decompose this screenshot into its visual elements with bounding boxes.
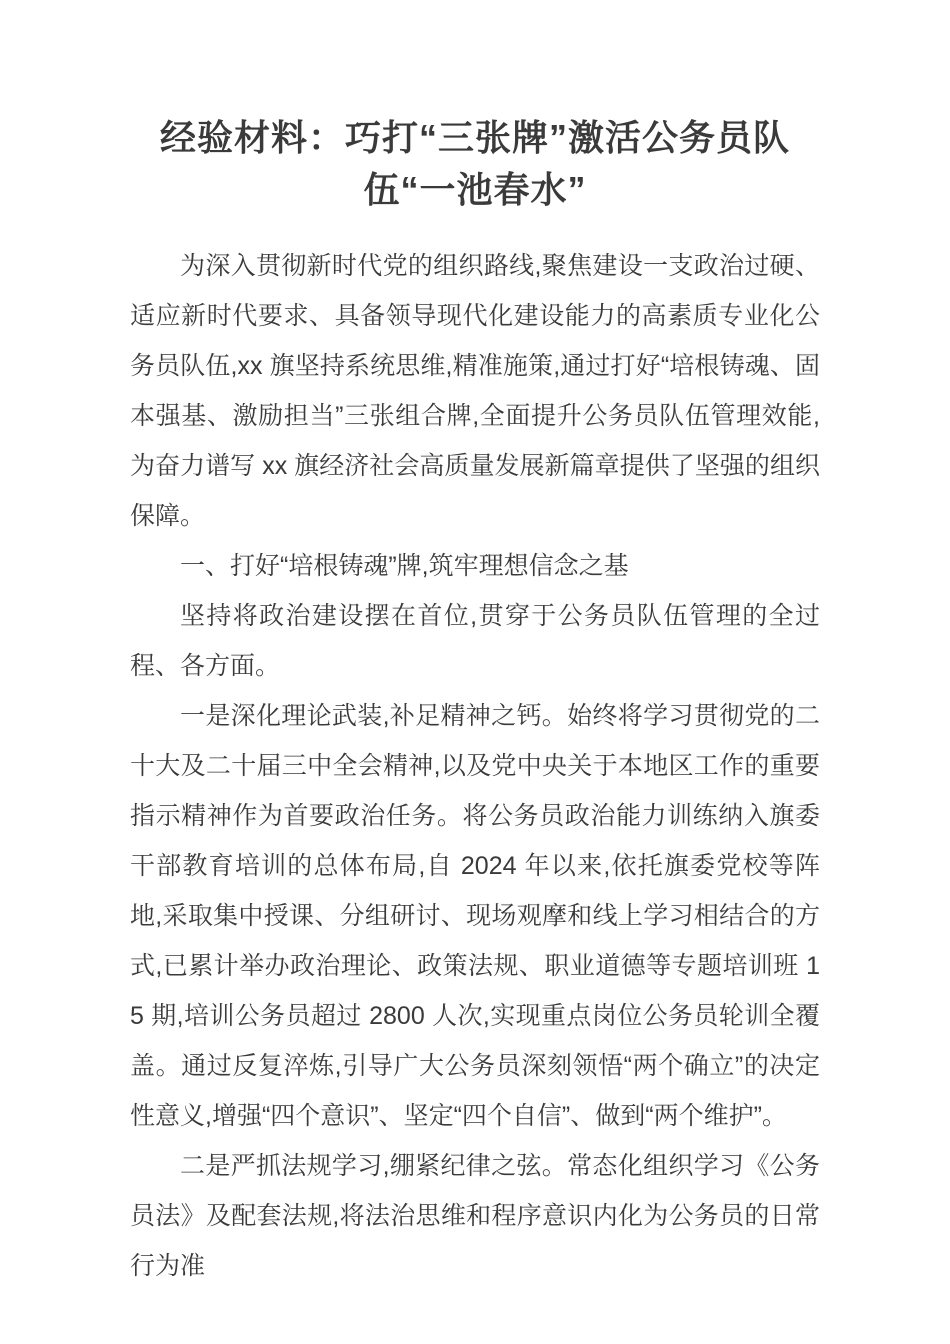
paragraph-theory-training: 一是深化理论武装,补足精神之钙。始终将学习贯彻党的二十大及二十届三中全会精神,以及党中央关于本地区工作的重要指示精神作为首要政治任务。将公务员政治能力训练纳入旗委干部教育培训的总体布局,自 2024 年以来,依托旗委党校等阵地,采取集中授课、分组研讨、现场观摩和线上学习相结合的方式,已累计举办政治理论、政策法规、职业道德等专题培训班 15 期,培训公务员超过 2800 人次,实现重点岗位公务员轮训全覆盖。通过反复淬炼,引导广大公务员深刻领悟“两个确立”的决定性意义,增强“四个意识”、坚定“四个自信”、做到“两个维护”。: [130, 702, 820, 1130]
section-heading-1: 一、打好“培根铸魂”牌,筑牢理想信念之基: [180, 552, 629, 580]
document-body: [130, 241, 820, 1291]
document-title: 经验材料：巧打“三张牌”激活公务员队伍“一池春水”: [159, 117, 790, 210]
paragraph-law-study: 二是严抓法规学习,绷紧纪律之弦。常态化组织学习《公务员法》及配套法规,将法治思维和程序意识内化为公务员的日常行为准: [130, 1152, 820, 1280]
paragraph-intro: 为深入贯彻新时代党的组织路线,聚焦建设一支政治过硬、适应新时代要求、具备领导现代化建设能力的高素质专业化公务员队伍,xx 旗坚持系统思维,精准施策,通过打好“培根铸魂、固本强基、激励担当”三张组合牌,全面提升公务员队伍管理效能,为奋力谱写 xx 旗经济社会高质量发展新篇章提供了坚强的组织保障。: [130, 252, 820, 530]
paragraph-political-building: 坚持将政治建设摆在首位,贯穿于公务员队伍管理的全过程、各方面。: [130, 602, 820, 680]
